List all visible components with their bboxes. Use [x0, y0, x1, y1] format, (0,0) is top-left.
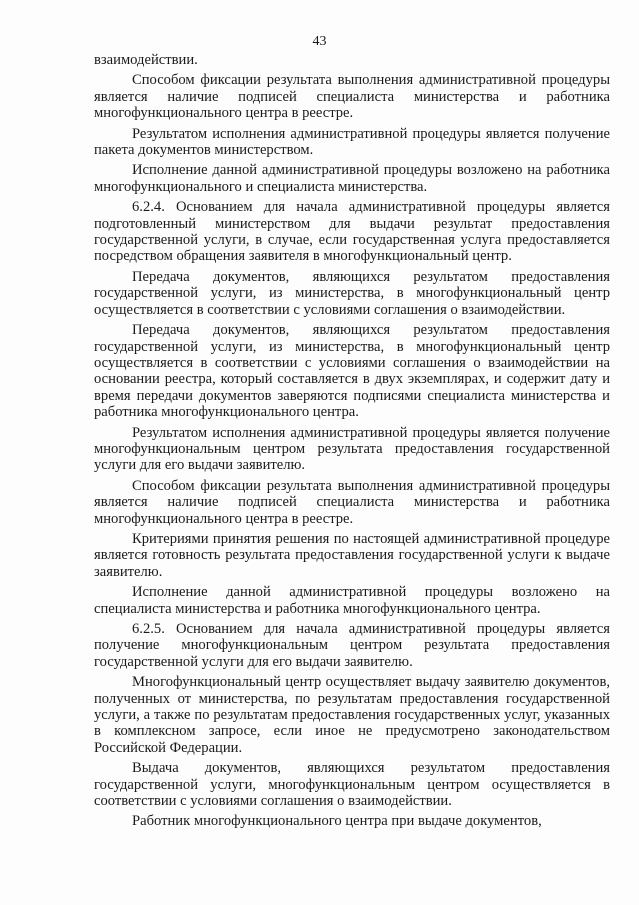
paragraph-result: Результатом исполнения административной процедуры является получение пакета документов министерством. [94, 125, 610, 159]
paragraph-continuation: взаимодействии. [94, 52, 198, 68]
paragraph-issuance: Выдача документов, являющихся результатом предоставления государственной услуги, многофункциональным центром осуществляется в соответствии с условиями соглашения о взаимодействии. [94, 760, 610, 810]
paragraph-transfer-registry: Передача документов, являющихся результатом предоставления государственной услуги, из министерства, в многофункциональный центр осуществляется в соответствии с условиями соглашения о взаимодействии на основании реестра, который составляется в двух экземплярах, и содержит дату и время передачи документов заверяются подписями специалиста министерства и работника многофункционального центра. [94, 322, 610, 421]
paragraph-fixation-method-2: Способом фиксации результата выполнения административной процедуры является наличие подписей специалиста министерства и работника многофункционального центра в реестре. [94, 477, 610, 527]
paragraph-execution-2: Исполнение данной административной процедуры возложено на специалиста министерства и работника многофункционального центра. [94, 584, 610, 617]
paragraph-mfc-issue: Многофункциональный центр осуществляет выдачу заявителю документов, полученных от министерства, по результатам предоставления государственной услуги, а также по результатам предоставления государственных услуг, указанных в комплексном запросе, если иное не предусмотрено законодательством Российской Федерации. [94, 674, 610, 756]
paragraph-transfer: Передача документов, являющихся результатом предоставления государственной услуги, из министерства, в многофункциональный центр осуществляется в соответствии с условиями соглашения о взаимодействии. [94, 268, 610, 318]
document-body [94, 52, 610, 834]
paragraph-decision-criteria: Критериями принятия решения по настоящей административной процедуре является готовность результата предоставления государственной услуги к выдаче заявителю. [94, 530, 610, 580]
paragraph-fixation-method: Способом фиксации результата выполнения административной процедуры является наличие подписей специалиста министерства и работника многофункционального центра в реестре. [94, 72, 610, 122]
paragraph-6-2-4: 6.2.4. Основанием для начала административной процедуры является подготовленный министерством для выдачи результат предоставления государственной услуги, в случае, если государственная услуга предоставляется посредством обращения заявителя в многофункциональный центр. [94, 199, 610, 265]
page-number: 43 [312, 34, 327, 49]
paragraph-6-2-5: 6.2.5. Основанием для начала административной процедуры является получение многофункциональным центром результата предоставления государственной услуги для его выдачи заявителю. [94, 621, 610, 670]
paragraph-result-mfc: Результатом исполнения административной процедуры является получение многофункциональным центром результата предоставления государственной услуги для его выдачи заявителю. [94, 424, 610, 474]
paragraph-mfc-worker: Работник многофункционального центра при выдаче документов, [132, 813, 542, 830]
paragraph-execution: Исполнение данной административной процедуры возложено на работника многофункционального и специалиста министерства. [94, 162, 610, 195]
